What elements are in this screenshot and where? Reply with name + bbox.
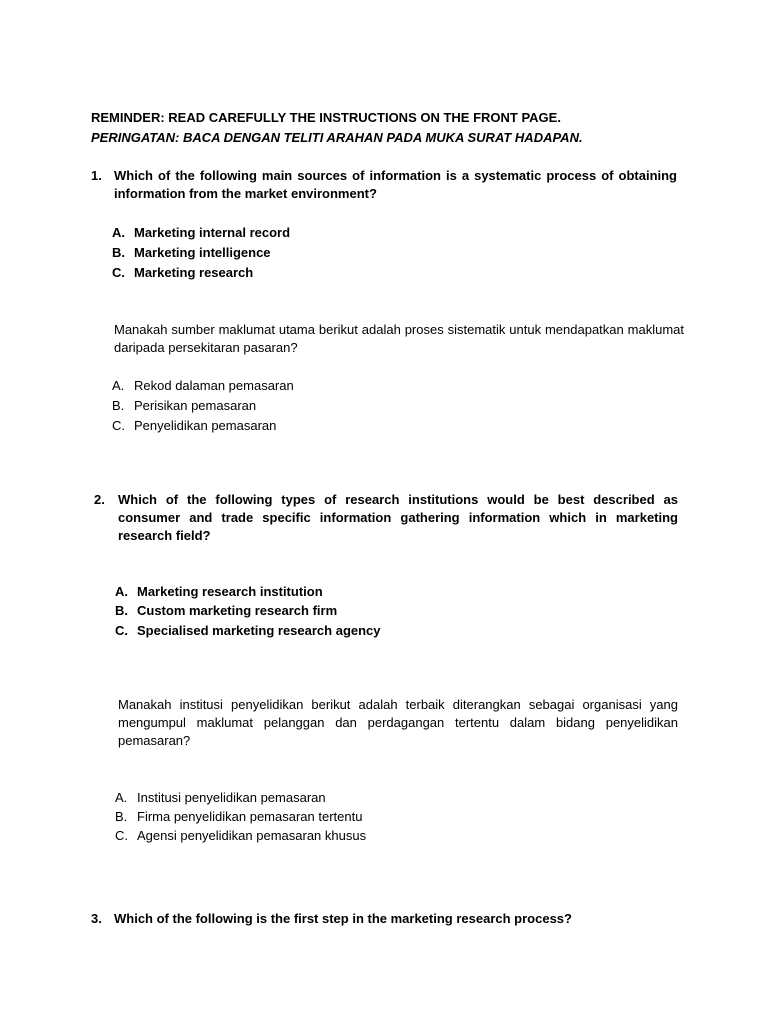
option-b-malay[interactable] [115, 809, 362, 825]
option-c-malay[interactable] [112, 418, 276, 434]
option-text: Rekod dalaman pemasaran [134, 378, 294, 393]
question-text-english: Which of the following is the first step in the marketing research process? [114, 911, 572, 926]
reminder-malay: PERINGATAN: BACA DENGAN TELITI ARAHAN PADA MUKA SURAT HADAPAN. [91, 130, 583, 145]
option-letter: A. [115, 584, 128, 599]
option-text: Institusi penyelidikan pemasaran [137, 790, 326, 805]
option-text: Marketing research [134, 265, 254, 280]
option-text: Marketing research institution [137, 584, 323, 599]
option-letter: A. [112, 225, 125, 240]
option-b-english[interactable] [115, 603, 337, 619]
option-text: Marketing intelligence [134, 245, 271, 260]
option-b-english[interactable] [112, 245, 271, 261]
option-c-english[interactable] [112, 265, 253, 281]
reminder-english: REMINDER: READ CAREFULLY THE INSTRUCTIONS ON THE FRONT PAGE. [91, 110, 561, 125]
option-a-malay[interactable] [112, 378, 294, 394]
option-text: Firma penyelidikan pemasaran tertentu [137, 809, 363, 824]
option-letter: B. [115, 809, 128, 824]
option-text: Marketing internal record [134, 225, 291, 240]
option-letter: B. [112, 245, 125, 260]
option-a-english[interactable] [112, 225, 290, 241]
option-c-english[interactable] [115, 623, 381, 639]
question-text-malay: Manakah sumber maklumat utama berikut adalah proses sistematik untuk mendapatkan maklumat daripada persekitaran pasaran? [114, 322, 684, 355]
question-number: 2. [94, 492, 105, 507]
option-a-malay[interactable] [115, 790, 326, 806]
option-text: Penyelidikan pemasaran [134, 418, 277, 433]
option-c-malay[interactable] [115, 828, 366, 844]
option-letter: C. [112, 265, 125, 280]
option-text: Specialised marketing research agency [137, 623, 381, 638]
option-b-malay[interactable] [112, 398, 256, 414]
question-number: 3. [91, 911, 102, 926]
option-letter: A. [112, 378, 125, 393]
option-letter: C. [115, 828, 128, 843]
option-letter: A. [115, 790, 128, 805]
option-text: Perisikan pemasaran [134, 398, 257, 413]
question-text-english: Which of the following main sources of information is a systematic process of obtaining information from the market environment? [114, 168, 677, 201]
option-letter: B. [112, 398, 125, 413]
option-text: Custom marketing research firm [137, 603, 338, 618]
option-letter: C. [112, 418, 125, 433]
question-text-english: Which of the following types of research institutions would be best described as consumer and trade specific information gathering information which in marketing research field? [118, 492, 678, 543]
option-text: Agensi penyelidikan pemasaran khusus [137, 828, 367, 843]
question-number: 1. [91, 168, 102, 183]
option-letter: C. [115, 623, 128, 638]
question-text-malay: Manakah institusi penyelidikan berikut adalah terbaik diterangkan sebagai organisasi yang mengumpul maklumat pelanggan dan perdagangan tertentu dalam bidang penyelidikan pemasaran? [118, 697, 678, 748]
option-letter: B. [115, 603, 128, 618]
option-a-english[interactable] [115, 584, 323, 600]
